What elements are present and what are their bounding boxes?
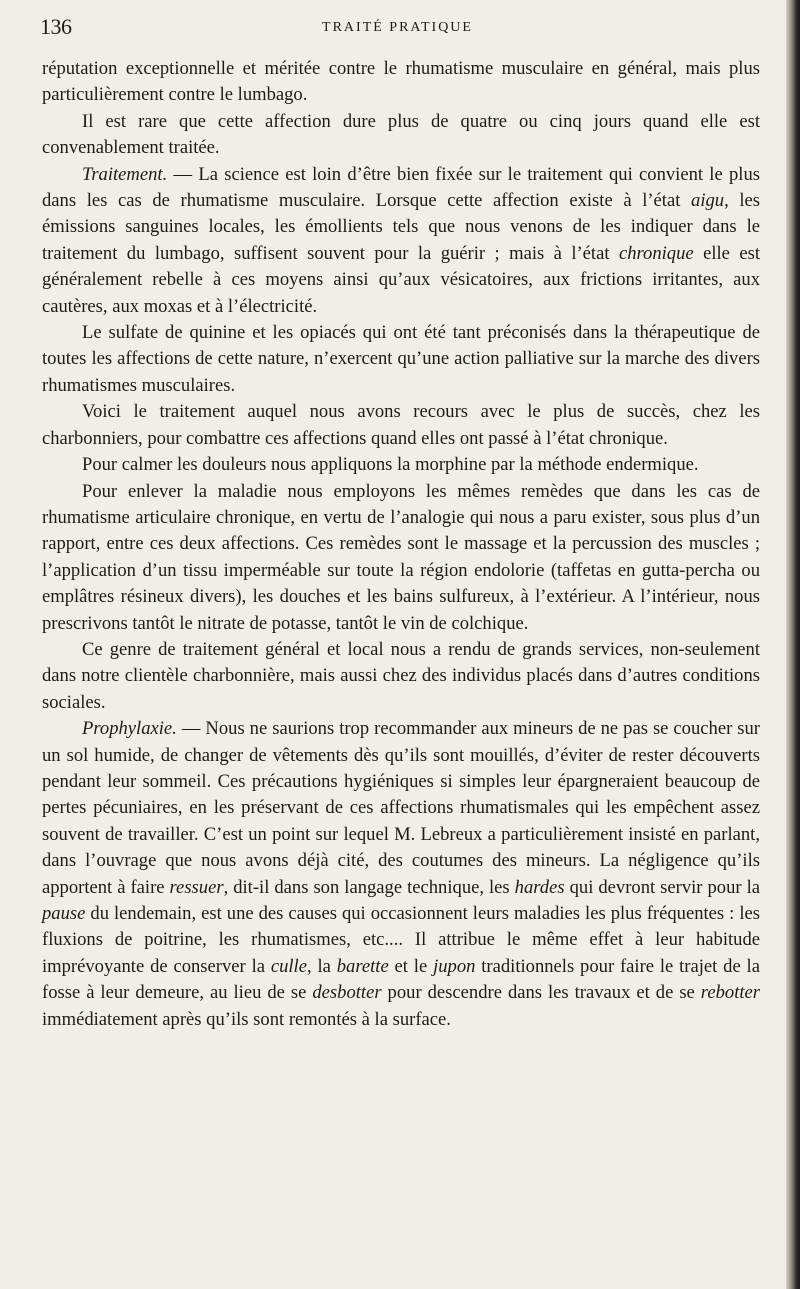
italic-run: aigu [691,190,725,212]
italic-run: Prophylaxie. [82,718,177,740]
paragraph [42,452,760,478]
paragraph [42,716,760,1033]
italic-run: hardes [514,876,565,898]
italic-run: culle [270,955,307,977]
text-run: elle est généralement rebelle à ces moyens ainsi qu’aux vésicatoires, aux frictions irritantes, aux cautères, aux moxas et à l’électricité. [42,242,760,317]
text-run: — La science est loin d’être bien fixée sur le traitement qui convient le plus dans les cas de rhumatisme musculaire. Lorsque cette affection existe à l’état [42,163,760,212]
paragraph [42,162,760,320]
text-run: , les émissions sanguines locales, les émollients tels que nous venons de les indiquer dans le traitement du lumbago, suffisent souvent pour la guérir ; mais à l’état [42,190,760,264]
paragraph [42,109,760,162]
italic-run: pause [42,903,86,924]
text-run: Pour calmer les douleurs nous appliquons la morphine par la méthode endermique. [82,454,699,476]
text-run: Ce genre de traitement général et local nous a rendu de grands services, non-seulement dans notre clientèle charbonnière, mais aussi chez des individus placés dans d’autres conditions sociales. [42,638,760,713]
paragraph [42,399,760,452]
italic-run: barette [336,955,389,977]
paragraph [42,479,760,637]
paragraph [42,320,760,399]
text-run: Pour enlever la maladie nous employons les mêmes remèdes que dans les cas de rhumatisme articulaire chronique, en vertu de l’analogie qui nous a paru exister, sous plus d’un rapport, entre ces deux affections. Ces remèdes sont le massage et la percussion des muscles ; l’application d’un tissu imperméable sur toute la région endolorie (taffetas en gutta-percha ou emplâtres résineux divers), les douches et les bains sulfureux, à l’extérieur. A l’intérieur, nous prescrivons tantôt le nitrate de potasse, tantôt le vin de colchique. [42,480,760,634]
text-run: , dit-il dans son langage technique, les [223,876,515,898]
text-run: Voici le traitement auquel nous avons recours avec le plus de succès, chez les charbonniers, pour combattre ces affections quand elles ont passé à l’état chronique. [42,401,760,449]
text-run: réputation exceptionnelle et méritée contre le rhumatisme musculaire en général, mais plus particulièrement contre le lumbago. [42,58,760,106]
italic-run: chronique [618,242,694,264]
body-text [42,56,760,1033]
text-run: et le [388,955,434,977]
text-run: Le sulfate de quinine et les opiacés qui ont été tant préconisés dans la thérapeutique de toutes les affections de cette nature, n’exercent qu’une action palliative sur la marche des divers rhumatismes musculaires. [42,322,760,396]
page-header [40,14,755,44]
text-run: du lendemain, est une des causes qui occasionnent leurs maladies les plus fréquentes : les fluxions de poitrine, les rhumatismes, etc.... Il attribue le même effet à leur habitude imprévoyante de conserver la [42,903,760,977]
italic-run: Traitement. [82,163,168,185]
text-run: traditionnels pour faire le trajet de la fosse à leur demeure, au lieu de se [42,955,760,1004]
text-run: pour descendre dans les travaux et de se [381,982,701,1004]
paragraph [42,56,760,109]
running-head: TRAITÉ PRATIQUE [322,20,473,35]
italic-run: rebotter [700,982,761,1004]
italic-run: ressuer [169,876,224,898]
page-number: 136 [40,14,72,39]
paragraph [42,637,760,716]
text-run: Il est rare que cette affection dure plus de quatre ou cinq jours quand elle est convenablement traitée. [42,110,760,159]
text-run: qui devront servir pour la [564,876,760,898]
page-edge-shadow [786,0,800,1289]
text-run: , la [306,955,337,977]
text-run: — Nous ne saurions trop recommander aux mineurs de ne pas se coucher sur un sol humide, de changer de vêtements dès qu’ils sont mouillés, d’éviter de rester découverts pendant leur sommeil. Ces précautions hygiéniques si simples leur épargneraient beaucoup de pertes pécuniaires, en les préservant de ces affections rhumatismales qui les empêchent assez souvent de travailler. C’est un point sur lequel M. Lebreux a particulièrement insisté en parlant, dans l’ouvrage que nous avons déjà cité, des coutumes des mineurs. La négligence qu’ils apportent à faire [42,718,760,898]
italic-run: jupon [433,955,476,977]
italic-run: desbotter [312,982,382,1004]
text-run: immédiatement après qu’ils sont remontés à la surface. [42,1008,451,1030]
